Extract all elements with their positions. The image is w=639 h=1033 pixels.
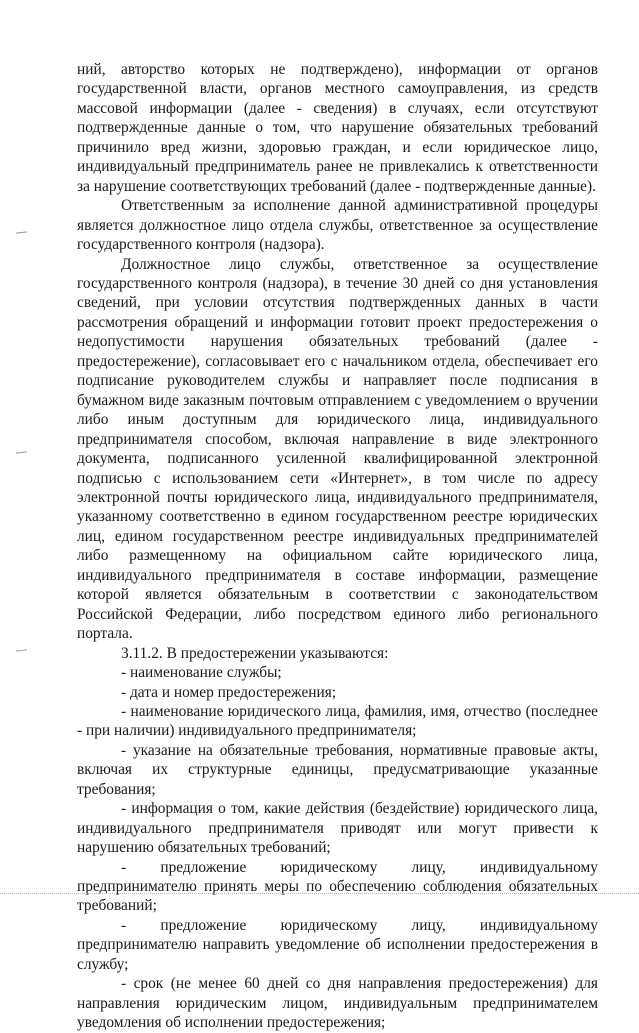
list-item: - наименование юридического лица, фамилия, имя, отчество (последнее - при наличии) индивидуального предпринимателя; bbox=[77, 702, 598, 740]
list-item: - указание на обязательные требования, нормативные правовые акты, включая их структурные единицы, предусматривающие указанные требования; bbox=[77, 741, 598, 798]
page-bottom-edge bbox=[0, 893, 639, 895]
margin-scan-mark bbox=[16, 231, 27, 233]
list-item: - дата и номер предостережения; bbox=[121, 683, 337, 701]
list-item: - предложение юридическому лицу, индивидуальному предпринимателю направить уведомление об исполнении предостережения в службу; bbox=[77, 916, 598, 973]
paragraph-continuation: ний, авторство которых не подтверждено), информации от органов государственной власти, органов местного самоуправления, из средств массовой информации (далее - сведения) в случаях, если отсутствуют подтвержденные данные о том, что нарушение обязательных требований причинило вред жизни, здоровью граждан, и если юридическое лицо, индивидуальный предприниматель ранее не привлекались к ответственности за нарушение соответствующих требований (далее - подтвержденные данные). bbox=[77, 61, 598, 195]
paragraph-responsible: Ответственным за исполнение данной административной процедуры является должностное лицо отдела службы, ответственное за осуществление государственного контроля (надзора). bbox=[77, 197, 598, 254]
document-body bbox=[77, 60, 598, 1033]
list-item: - срок (не менее 60 дней со дня направления предостережения) для направления юридическим лицом, индивидуальным предпринимателем уведомления об исполнении предостережения; bbox=[77, 975, 598, 1032]
margin-scan-mark bbox=[16, 451, 27, 453]
section-heading-3-11-2: 3.11.2. В предостережении указываются: bbox=[121, 644, 389, 662]
list-item: - информация о том, какие действия (бездействие) юридического лица, индивидуального предпринимателя приводят или могут привести к нарушению обязательных требований; bbox=[77, 800, 598, 857]
paragraph-procedure: Должностное лицо службы, ответственное за осуществление государственного контроля (надзора), в течение 30 дней со дня установления сведений, при условии отсутствия подтвержденных данных в части рассмотрения обращений и информации готовит проект предостережения о недопустимости нарушения обязательных требований (далее - предостережение), согласовывает его с начальником отдела, обеспечивает его подписание руководителем службы и направляет после подписания в бумажном виде заказным почтовым отправлением с уведомлением о вручении либо иным доступным для юридического лица, индивидуального предпринимателя способом, включая направление в виде электронного документа, подписанного усиленной квалифицированной электронной подписью с использованием сети «Интернет», в том числе по адресу электронной почты юридического лица, индивидуального предпринимателя, указанному соответственно в едином государственном реестре юридических лиц, едином государственном реестре индивидуальных предпринимателей либо размещенному на официальном сайте юридического лица, индивидуального предпринимателя в составе информации, размещение которой является обязательным в соответствии с законодательством Российской Федерации, либо посредством единого либо регионального портала. bbox=[77, 255, 598, 643]
list-item: - наименование службы; bbox=[121, 664, 282, 682]
margin-scan-mark bbox=[16, 649, 27, 651]
list-item: - предложение юридическому лицу, индивидуальному предпринимателю принять меры по обеспечению соблюдения обязательных требований; bbox=[77, 858, 598, 915]
